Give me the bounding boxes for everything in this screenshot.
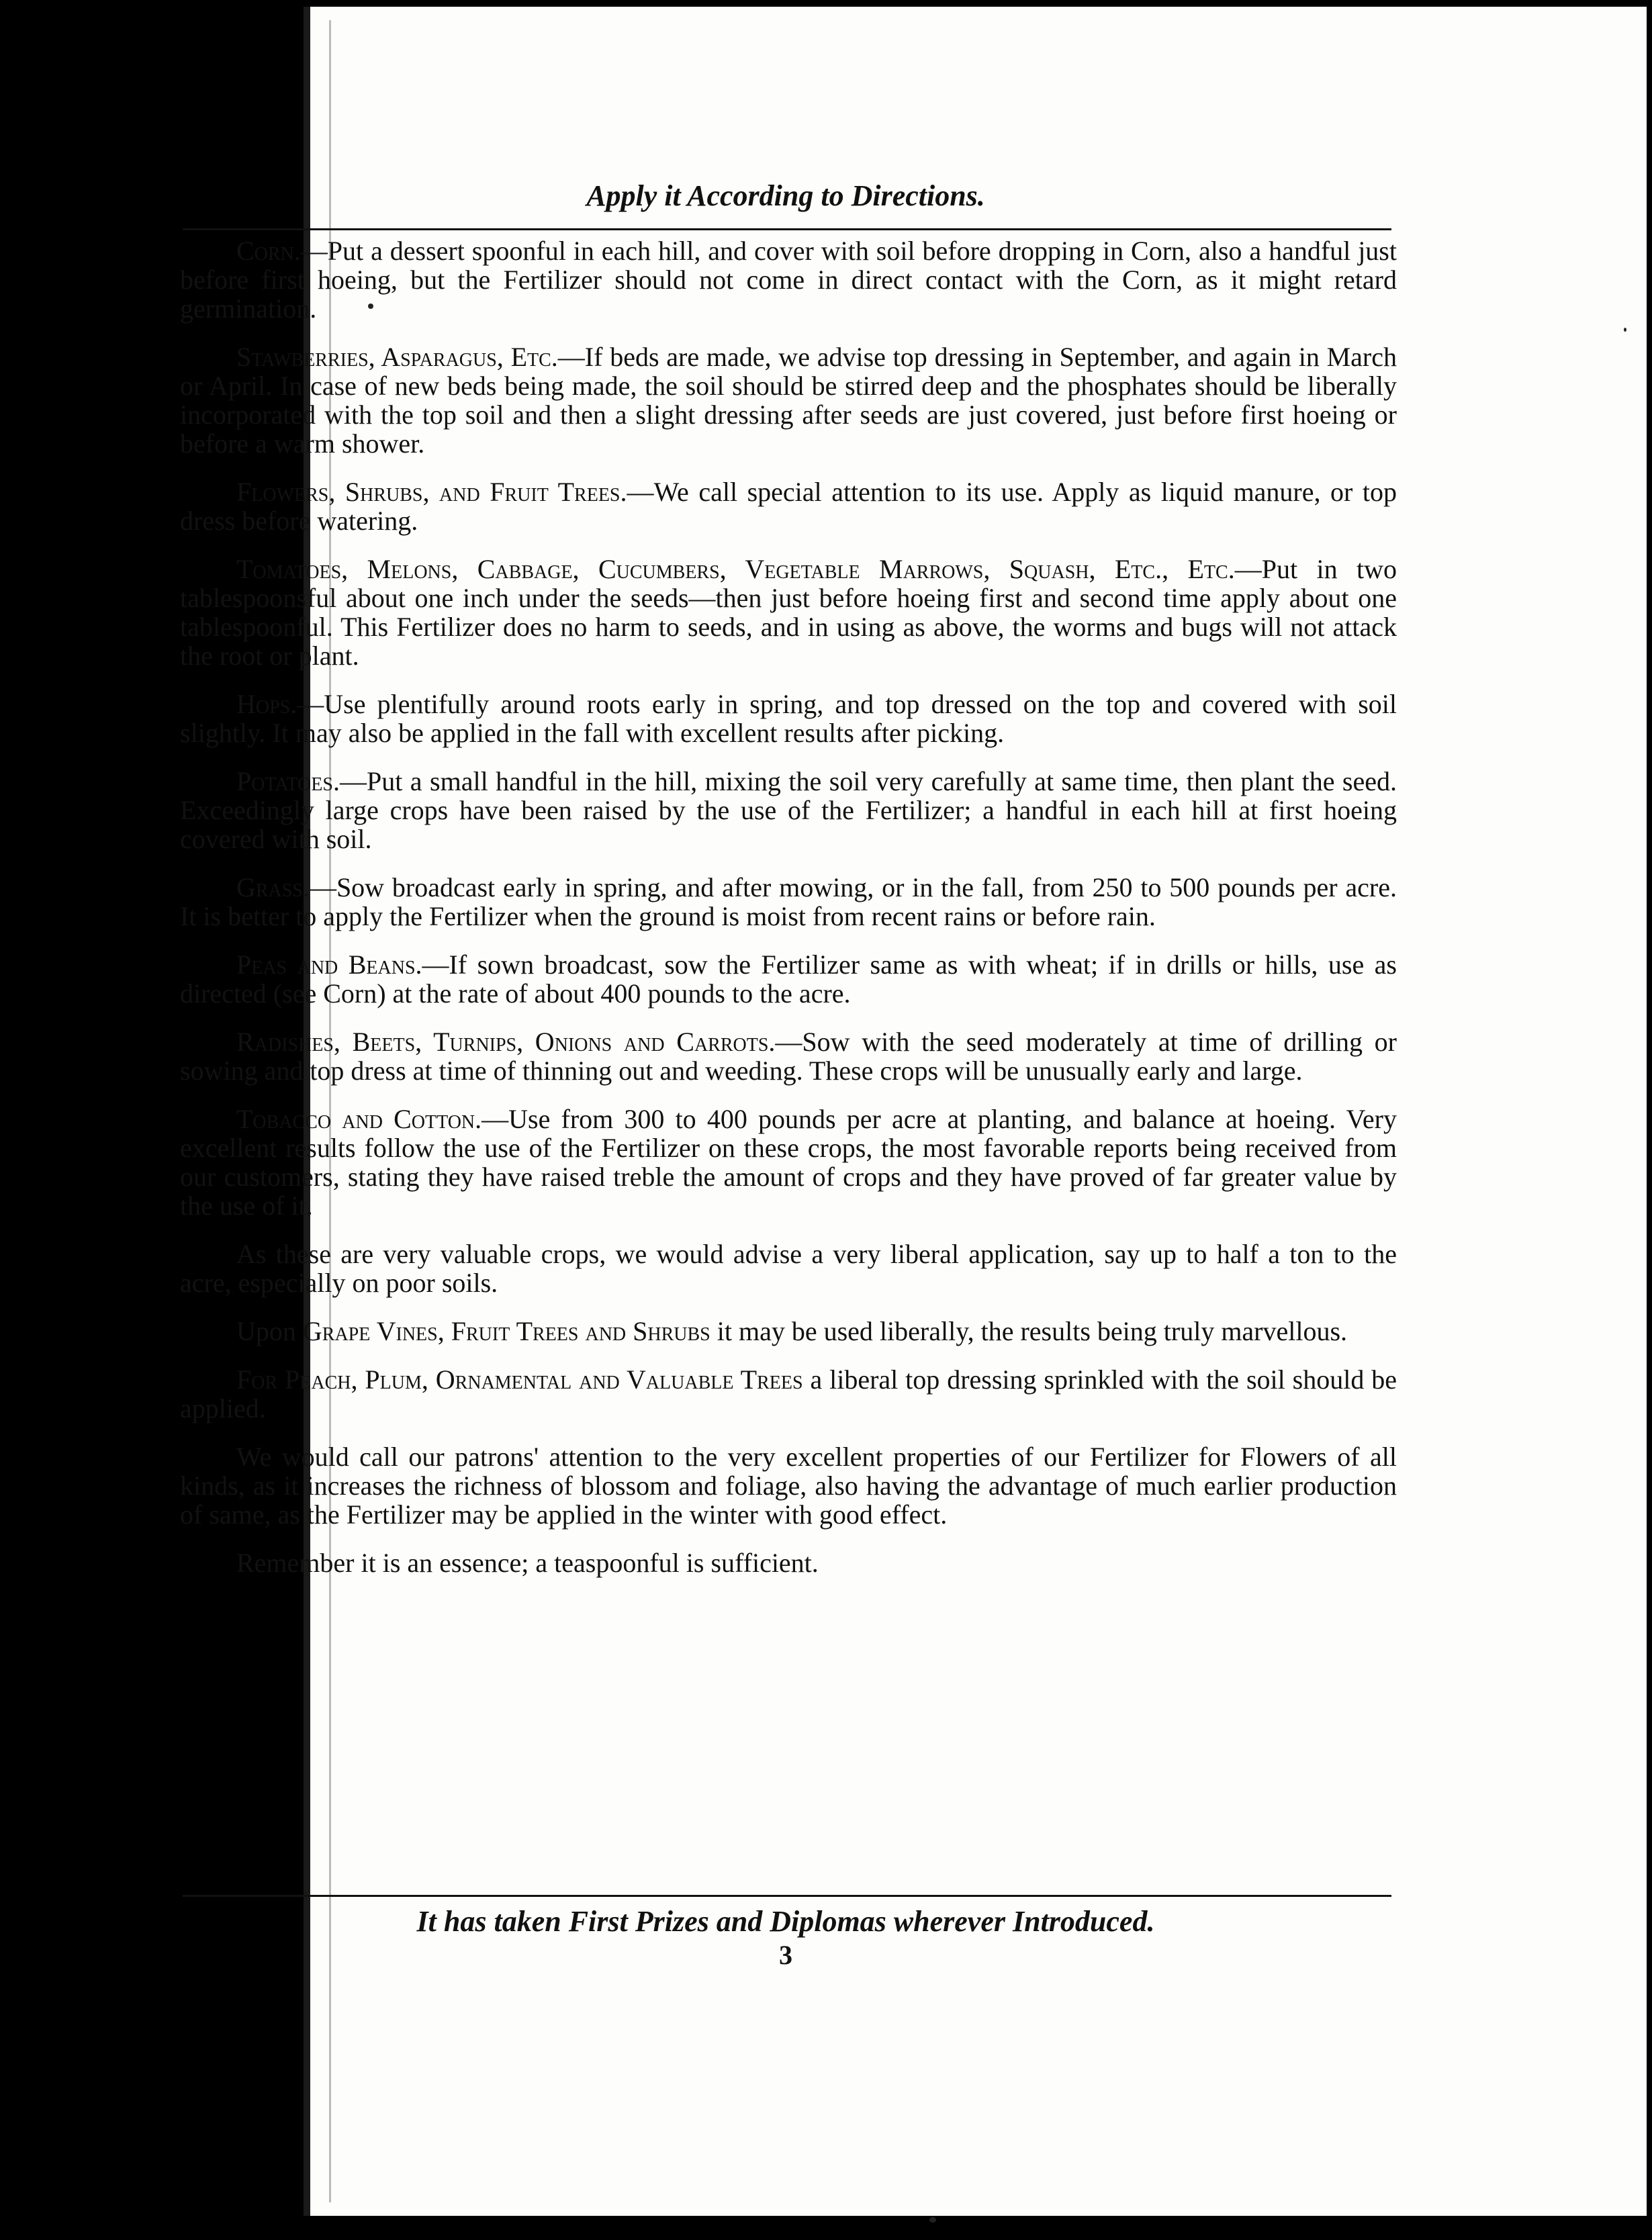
paragraph-peas-beans: Peas and Beans.—If sown broadcast, sow the Fertilizer same as with wheat; if in drills or hills, use as directed (see Corn) at the rate of about 400 pounds to the acre. (180, 949, 1397, 1009)
paragraph-peach-plum: For Peach, Plum, Ornamental and Valuable Trees a liberal top dressing sprinkled with the soil should be applied. (180, 1364, 1397, 1424)
scan-speck (929, 2217, 936, 2223)
page-number: 3 (779, 1940, 792, 1970)
paragraph-flowers-patrons: We would call our patrons' attention to the very excellent properties of our Fertilizer for Flowers of all kinds, as it increases the richness of blossom and foliage, also having the advantage of much earlier production of same, as the Fertilizer may be applied in the winter with good effect. (180, 1442, 1397, 1530)
paragraph-essence: Remember it is an essence; a teaspoonful is sufficient. (236, 1548, 819, 1578)
paragraph-grape-vines: Upon Grape Vines, Fruit Trees and Shrubs it may be used liberally, the results being truly marvellous. (236, 1316, 1348, 1346)
paragraph-radishes: Radishes, Beets, Turnips, Onions and Carrots.—Sow with the seed moderately at time of drilling or sowing and top dress at time of thinning out and weeding. These crops will be unusually early and large. (180, 1027, 1397, 1086)
paragraph-tomatoes: Tomatoes, Melons, Cabbage, Cucumbers, Vegetable Marrows, Squash, Etc., Etc.—Put in two tablespoonsful about one inch under the seeds—then just before hoeing first and second time apply about one tablespoonful. This Fertilizer does no harm to seeds, and in using as above, the worms and bugs will not attack the root or plant. (180, 554, 1397, 671)
paragraph-flowers: Flowers, Shrubs, and Fruit Trees.—We call special attention to its use. Apply as liquid manure, or top dress before watering. (180, 477, 1397, 536)
body-text (180, 236, 1397, 1597)
running-footer: It has taken First Prizes and Diplomas wherever Introduced. (416, 1905, 1155, 1938)
running-header: Apply it According to Directions. (586, 179, 985, 212)
scan-speck (1624, 328, 1626, 332)
paragraph-hops: Hops.—Use plentifully around roots early in spring, and top dressed on the top and covered with soil slightly. It may also be applied in the fall with excellent results after picking. (180, 689, 1397, 748)
footer-rule (183, 1895, 1391, 1897)
paragraph-tobacco-cotton: Tobacco and Cotton.—Use from 300 to 400 pounds per acre at planting, and balance at hoeing. Very excellent results follow the use of the Fertilizer on these crops, the most favorable reports being received from our customers, stating they have raised treble the amount of crops and they have proved of far greater value by the use of it. (180, 1104, 1397, 1221)
header-rule (183, 228, 1391, 230)
paragraph-potatoes: Potatoes.—Put a small handful in the hill, mixing the soil very carefully at same time, then plant the seed. Exceedingly large crops have been raised by the use of the Fertilizer; a handful in each hill at first hoeing covered with soil. (180, 766, 1397, 854)
scan-speck (368, 304, 373, 309)
paragraph-grass: Grass.—Sow broadcast early in spring, and after mowing, or in the fall, from 250 to 500 pounds per acre. It is better to apply the Fertilizer when the ground is moist from recent rains or before rain. (180, 872, 1397, 931)
paragraph-corn: Corn.—Put a dessert spoonful in each hill, and cover with soil before dropping in Corn, also a handful just before first hoeing, but the Fertilizer should not come in direct contact with the Corn, as it might retard germination. (180, 236, 1397, 324)
paragraph-strawberries: Stawberries, Asparagus, Etc.—If beds are made, we advise top dressing in September, and again in March or April. In case of new beds being made, the soil should be stirred deep and the phosphates should be liberally incorporated with the top soil and then a slight dressing after seeds are just covered, just before first hoeing or before a warm shower. (180, 342, 1397, 459)
paragraph-valuable-crops: As these are very valuable crops, we would advise a very liberal application, say up to half a ton to the acre, especially on poor soils. (180, 1239, 1397, 1298)
